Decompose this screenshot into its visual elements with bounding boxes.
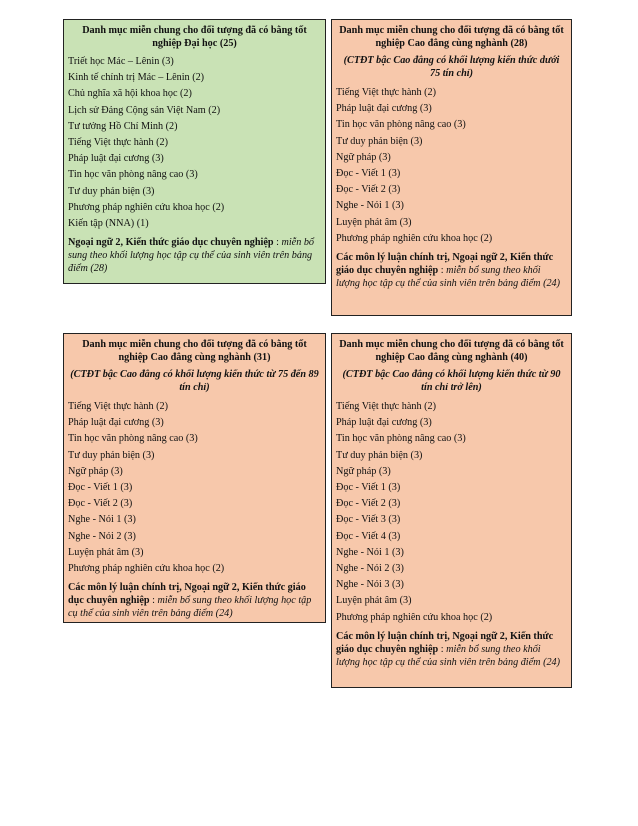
course-item: Luyện phát âm (3) bbox=[336, 595, 412, 607]
course-item: Đọc - Viết 2 (3) bbox=[336, 184, 401, 196]
box-footer-note bbox=[336, 630, 567, 669]
exemption-box-university bbox=[63, 19, 326, 284]
course-item: Pháp luật đại cương (3) bbox=[336, 103, 432, 115]
course-item: Luyện phát âm (3) bbox=[68, 546, 144, 558]
exemption-box-college-90-plus bbox=[331, 333, 572, 688]
box-title: Danh mục miễn chung cho đối tượng đã có bằng tốt nghiệp Cao đẳng cùng nghành (31) bbox=[82, 339, 307, 363]
box-subtitle: (CTĐT bậc Cao đẳng có khối lượng kiến thức từ 75 đến 89 tín chỉ) bbox=[70, 369, 319, 393]
course-item: Tư duy phản biện (3) bbox=[336, 449, 423, 461]
footer-separator: : bbox=[149, 595, 158, 607]
course-item: Tư duy phản biện (3) bbox=[336, 135, 423, 147]
box-footer-note bbox=[68, 581, 321, 620]
box-footer-note bbox=[336, 251, 567, 290]
course-item: Đọc - Viết 1 (3) bbox=[68, 482, 133, 494]
course-item: Lịch sử Đảng Cộng sản Việt Nam (2) bbox=[68, 104, 221, 116]
course-item: Nghe - Nói 1 (3) bbox=[68, 514, 136, 526]
course-item: Tiếng Việt thực hành (2) bbox=[336, 401, 436, 412]
course-item: Ngữ pháp (3) bbox=[68, 465, 123, 477]
footer-italic-text: miễn bổ sung theo khối lượng học tập cụ thể của sinh viên trên bảng điểm (24) bbox=[336, 643, 561, 668]
exemption-box-college-75-89 bbox=[63, 333, 326, 623]
course-item: Nghe - Nói 1 (3) bbox=[336, 200, 404, 212]
course-item: Đọc - Viết 1 (3) bbox=[336, 482, 401, 494]
course-item: Tin học văn phòng nâng cao (3) bbox=[336, 119, 466, 131]
course-item: Tin học văn phòng nâng cao (3) bbox=[68, 433, 198, 445]
course-item: Đọc - Viết 4 (3) bbox=[336, 530, 401, 542]
course-item: Tư duy phản biện (3) bbox=[68, 449, 155, 461]
course-item: Tiếng Việt thực hành (2) bbox=[68, 401, 168, 412]
course-item: Ngữ pháp (3) bbox=[336, 151, 391, 163]
footer-separator: : bbox=[273, 237, 282, 249]
footer-bold-text: Ngoại ngữ 2, Kiến thức giáo dục chuyên nghiệp bbox=[68, 237, 274, 249]
footer-italic-text: miễn bổ sung theo khối lượng học tập cụ thể của sinh viên trên bảng điểm (24) bbox=[68, 595, 312, 620]
footer-italic-text: miễn bổ sung theo khối lượng học tập cụ thể của sinh viên trên bảng điểm (28) bbox=[68, 237, 315, 275]
course-item: Nghe - Nói 2 (3) bbox=[336, 563, 404, 575]
course-item: Phương pháp nghiên cứu khoa học (2) bbox=[336, 232, 493, 244]
course-item: Tin học văn phòng nâng cao (3) bbox=[336, 433, 466, 445]
footer-bold-text: Các môn lý luận chính trị, Ngoại ngữ 2, Kiến thức giáo dục chuyên nghiệp bbox=[68, 582, 306, 607]
exemption-box-college-under-75 bbox=[331, 19, 572, 316]
box-title: Danh mục miễn chung cho đối tượng đã có bằng tốt nghiệp Cao đẳng cùng nghành (40) bbox=[339, 339, 564, 363]
course-item: Luyện phát âm (3) bbox=[336, 216, 412, 228]
box-title: Danh mục miễn chung cho đối tượng đã có bằng tốt nghiệp Đại học (25) bbox=[82, 25, 307, 49]
course-item: Ngữ pháp (3) bbox=[336, 465, 391, 477]
course-item: Phương pháp nghiên cứu khoa học (2) bbox=[68, 563, 225, 575]
course-item: Tư duy phản biện (3) bbox=[68, 185, 155, 197]
course-item: Tư tưởng Hồ Chí Minh (2) bbox=[68, 120, 178, 132]
footer-bold-text: Các môn lý luận chính trị, Ngoại ngữ 2, Kiến thức giáo dục chuyên nghiệp bbox=[336, 252, 554, 277]
course-item: Nghe - Nói 2 (3) bbox=[68, 530, 136, 542]
course-item: Phương pháp nghiên cứu khoa học (2) bbox=[336, 611, 493, 623]
course-item: Pháp luật đại cương (3) bbox=[336, 417, 432, 429]
course-item: Kiến tập (NNA) (1) bbox=[68, 218, 149, 230]
course-item: Tin học văn phòng nâng cao (3) bbox=[68, 169, 198, 181]
course-item: Đọc - Viết 3 (3) bbox=[336, 514, 401, 526]
course-item: Pháp luật đại cương (3) bbox=[68, 417, 164, 429]
course-item: Tiếng Việt thực hành (2) bbox=[336, 87, 436, 98]
course-item: Phương pháp nghiên cứu khoa học (2) bbox=[68, 201, 225, 213]
course-item: Triết học Mác – Lênin (3) bbox=[68, 56, 174, 67]
box-subtitle: (CTĐT bậc Cao đẳng có khối lượng kiến thức từ 90 tín chỉ trở lên) bbox=[342, 369, 561, 393]
course-item: Kinh tế chính trị Mác – Lênin (2) bbox=[68, 72, 205, 84]
box-title: Danh mục miễn chung cho đối tượng đã có bằng tốt nghiệp Cao đẳng cùng nghành (28) bbox=[339, 25, 564, 49]
course-item: Đọc - Viết 2 (3) bbox=[336, 498, 401, 510]
course-item: Nghe - Nói 3 (3) bbox=[336, 579, 404, 591]
course-item: Chủ nghĩa xã hội khoa học (2) bbox=[68, 88, 192, 100]
footer-italic-text: miễn bổ sung theo khối lượng học tập cụ thể của sinh viên trên bảng điểm (24) bbox=[336, 265, 561, 290]
course-item: Pháp luật đại cương (3) bbox=[68, 153, 164, 165]
footer-bold-text: Các môn lý luận chính trị, Ngoại ngữ 2, Kiến thức giáo dục chuyên nghiệp bbox=[336, 630, 554, 655]
course-item: Tiếng Việt thực hành (2) bbox=[68, 137, 168, 149]
box-footer-note bbox=[68, 236, 321, 275]
course-item: Đọc - Viết 2 (3) bbox=[68, 498, 133, 510]
box-subtitle: (CTĐT bậc Cao đẳng có khối lượng kiến thức dưới 75 tín chỉ) bbox=[343, 55, 560, 79]
course-item: Đọc - Viết 1 (3) bbox=[336, 168, 401, 180]
course-item: Nghe - Nói 1 (3) bbox=[336, 546, 404, 558]
footer-separator: : bbox=[438, 643, 447, 655]
footer-separator: : bbox=[438, 265, 447, 277]
